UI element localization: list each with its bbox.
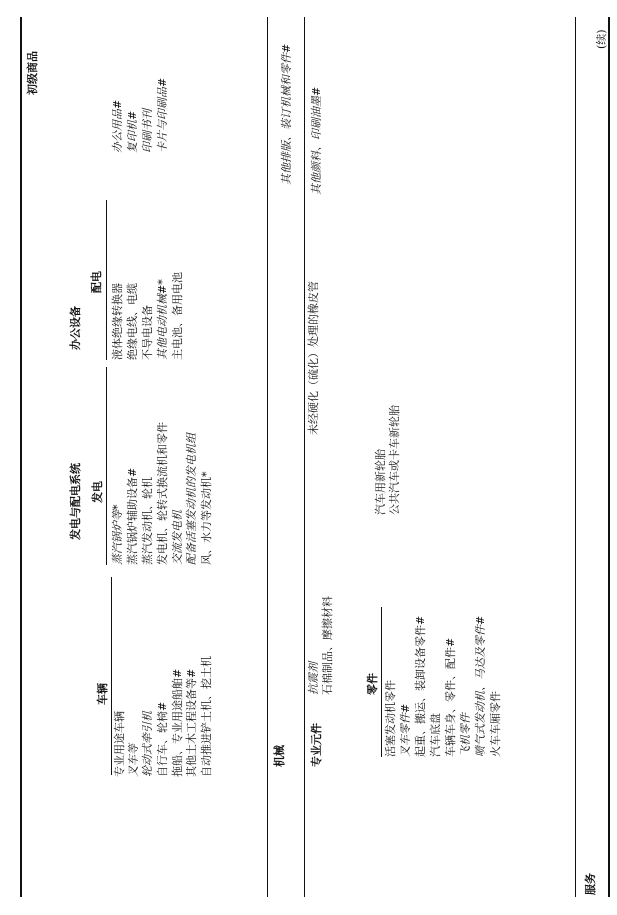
parts-item: 汽车底盘 xyxy=(429,713,442,757)
section-components: 专业元件 xyxy=(310,723,323,767)
office-item: 卡片与印刷品# xyxy=(156,77,169,153)
powerdist-underline xyxy=(106,200,107,360)
section-primary: 初级商品 xyxy=(26,51,39,95)
powerdist-item: 液体绝缘转换器 xyxy=(111,283,124,360)
top-rule xyxy=(20,17,22,897)
vehicle-item: 轮动式牵引机 xyxy=(141,711,154,777)
heading-office-equipment: 办公设备 xyxy=(69,306,82,350)
heading-power-gen: 发电 xyxy=(91,481,104,503)
vehicle-item: 拖船、专业用途船舶# xyxy=(171,668,184,777)
heading-power-system: 发电与配电系统 xyxy=(69,463,82,540)
vehicle-item: 专业用途车辆 xyxy=(113,711,126,777)
services-rule xyxy=(575,17,576,897)
vehicles-underline xyxy=(111,577,112,775)
components-rule xyxy=(304,17,305,897)
vehicle-item: 叉车等 xyxy=(127,744,140,777)
vehicle-item: 其他土木工程设备等# xyxy=(185,668,198,777)
component-item: 抗震剂 xyxy=(307,662,320,695)
powergen-item: 蒸汽锅炉等* xyxy=(111,504,124,565)
parts-underline xyxy=(381,607,382,757)
section-services: 服务 xyxy=(584,873,597,895)
parts-item: 车辆车身、零件、配件# xyxy=(444,637,457,757)
powerdist-item: 其他电动机械#* xyxy=(156,279,169,360)
heading-power-dist: 配电 xyxy=(90,271,103,293)
office-item: 印刷书刊 xyxy=(141,109,154,153)
powergen-item: 发电机、轮转式换流机和零件 xyxy=(156,422,169,565)
powerdist-item: 主电池、备用电池 xyxy=(171,272,184,360)
component-item: 石棉制品、摩擦材料 xyxy=(321,596,334,695)
machinery-rule xyxy=(267,17,268,897)
continued-label: (续) xyxy=(595,29,608,49)
machinery-item: 其他排版、装订机械和零件# xyxy=(280,43,293,185)
bottom-rule xyxy=(608,17,610,897)
tire-item: 汽车用新轮胎 xyxy=(374,449,387,515)
powergen-item: 风、水力等发动机* xyxy=(200,471,213,565)
parts-item: 叉车零件# xyxy=(399,703,412,757)
powergen-underline xyxy=(106,367,107,565)
rubber-hose: 未经硬化（硫化）处理的橡皮管 xyxy=(307,281,320,435)
components-right-item: 其他颜料、印刷油墨# xyxy=(310,86,323,195)
parts-item: 喷气式发动机、马达及零件# xyxy=(474,615,487,757)
parts-item: 火车车厢零件 xyxy=(489,691,502,757)
powergen-item: 交流发电机 xyxy=(171,510,184,565)
vehicle-item: 自动推进铲土机、挖土机 xyxy=(200,656,213,777)
powergen-item: 蒸汽发动机、轮机 xyxy=(141,477,154,565)
powergen-item: 蒸汽锅炉辅助设备# xyxy=(126,467,139,565)
section-machinery: 机械 xyxy=(273,745,286,767)
heading-parts: 零件 xyxy=(366,673,379,695)
powergen-item: 配备活塞发动机的发电机组 xyxy=(185,433,198,565)
office-item: 复印机# xyxy=(126,110,139,153)
heading-vehicles: 车辆 xyxy=(96,683,109,705)
tire-item: 公共汽车或卡车新轮胎 xyxy=(388,405,401,515)
powerdist-item: 不导电设备 xyxy=(141,305,154,360)
vehicle-item: 自行车、轮椅# xyxy=(156,701,169,777)
office-item: 办公用品# xyxy=(111,99,124,153)
parts-item: 飞机零件 xyxy=(459,713,472,757)
parts-item: 活塞发动机零件 xyxy=(384,680,397,757)
parts-item: 起重、搬运、装卸设备零件# xyxy=(414,615,427,757)
powerdist-item: 绝缘电线、电缆 xyxy=(126,283,139,360)
